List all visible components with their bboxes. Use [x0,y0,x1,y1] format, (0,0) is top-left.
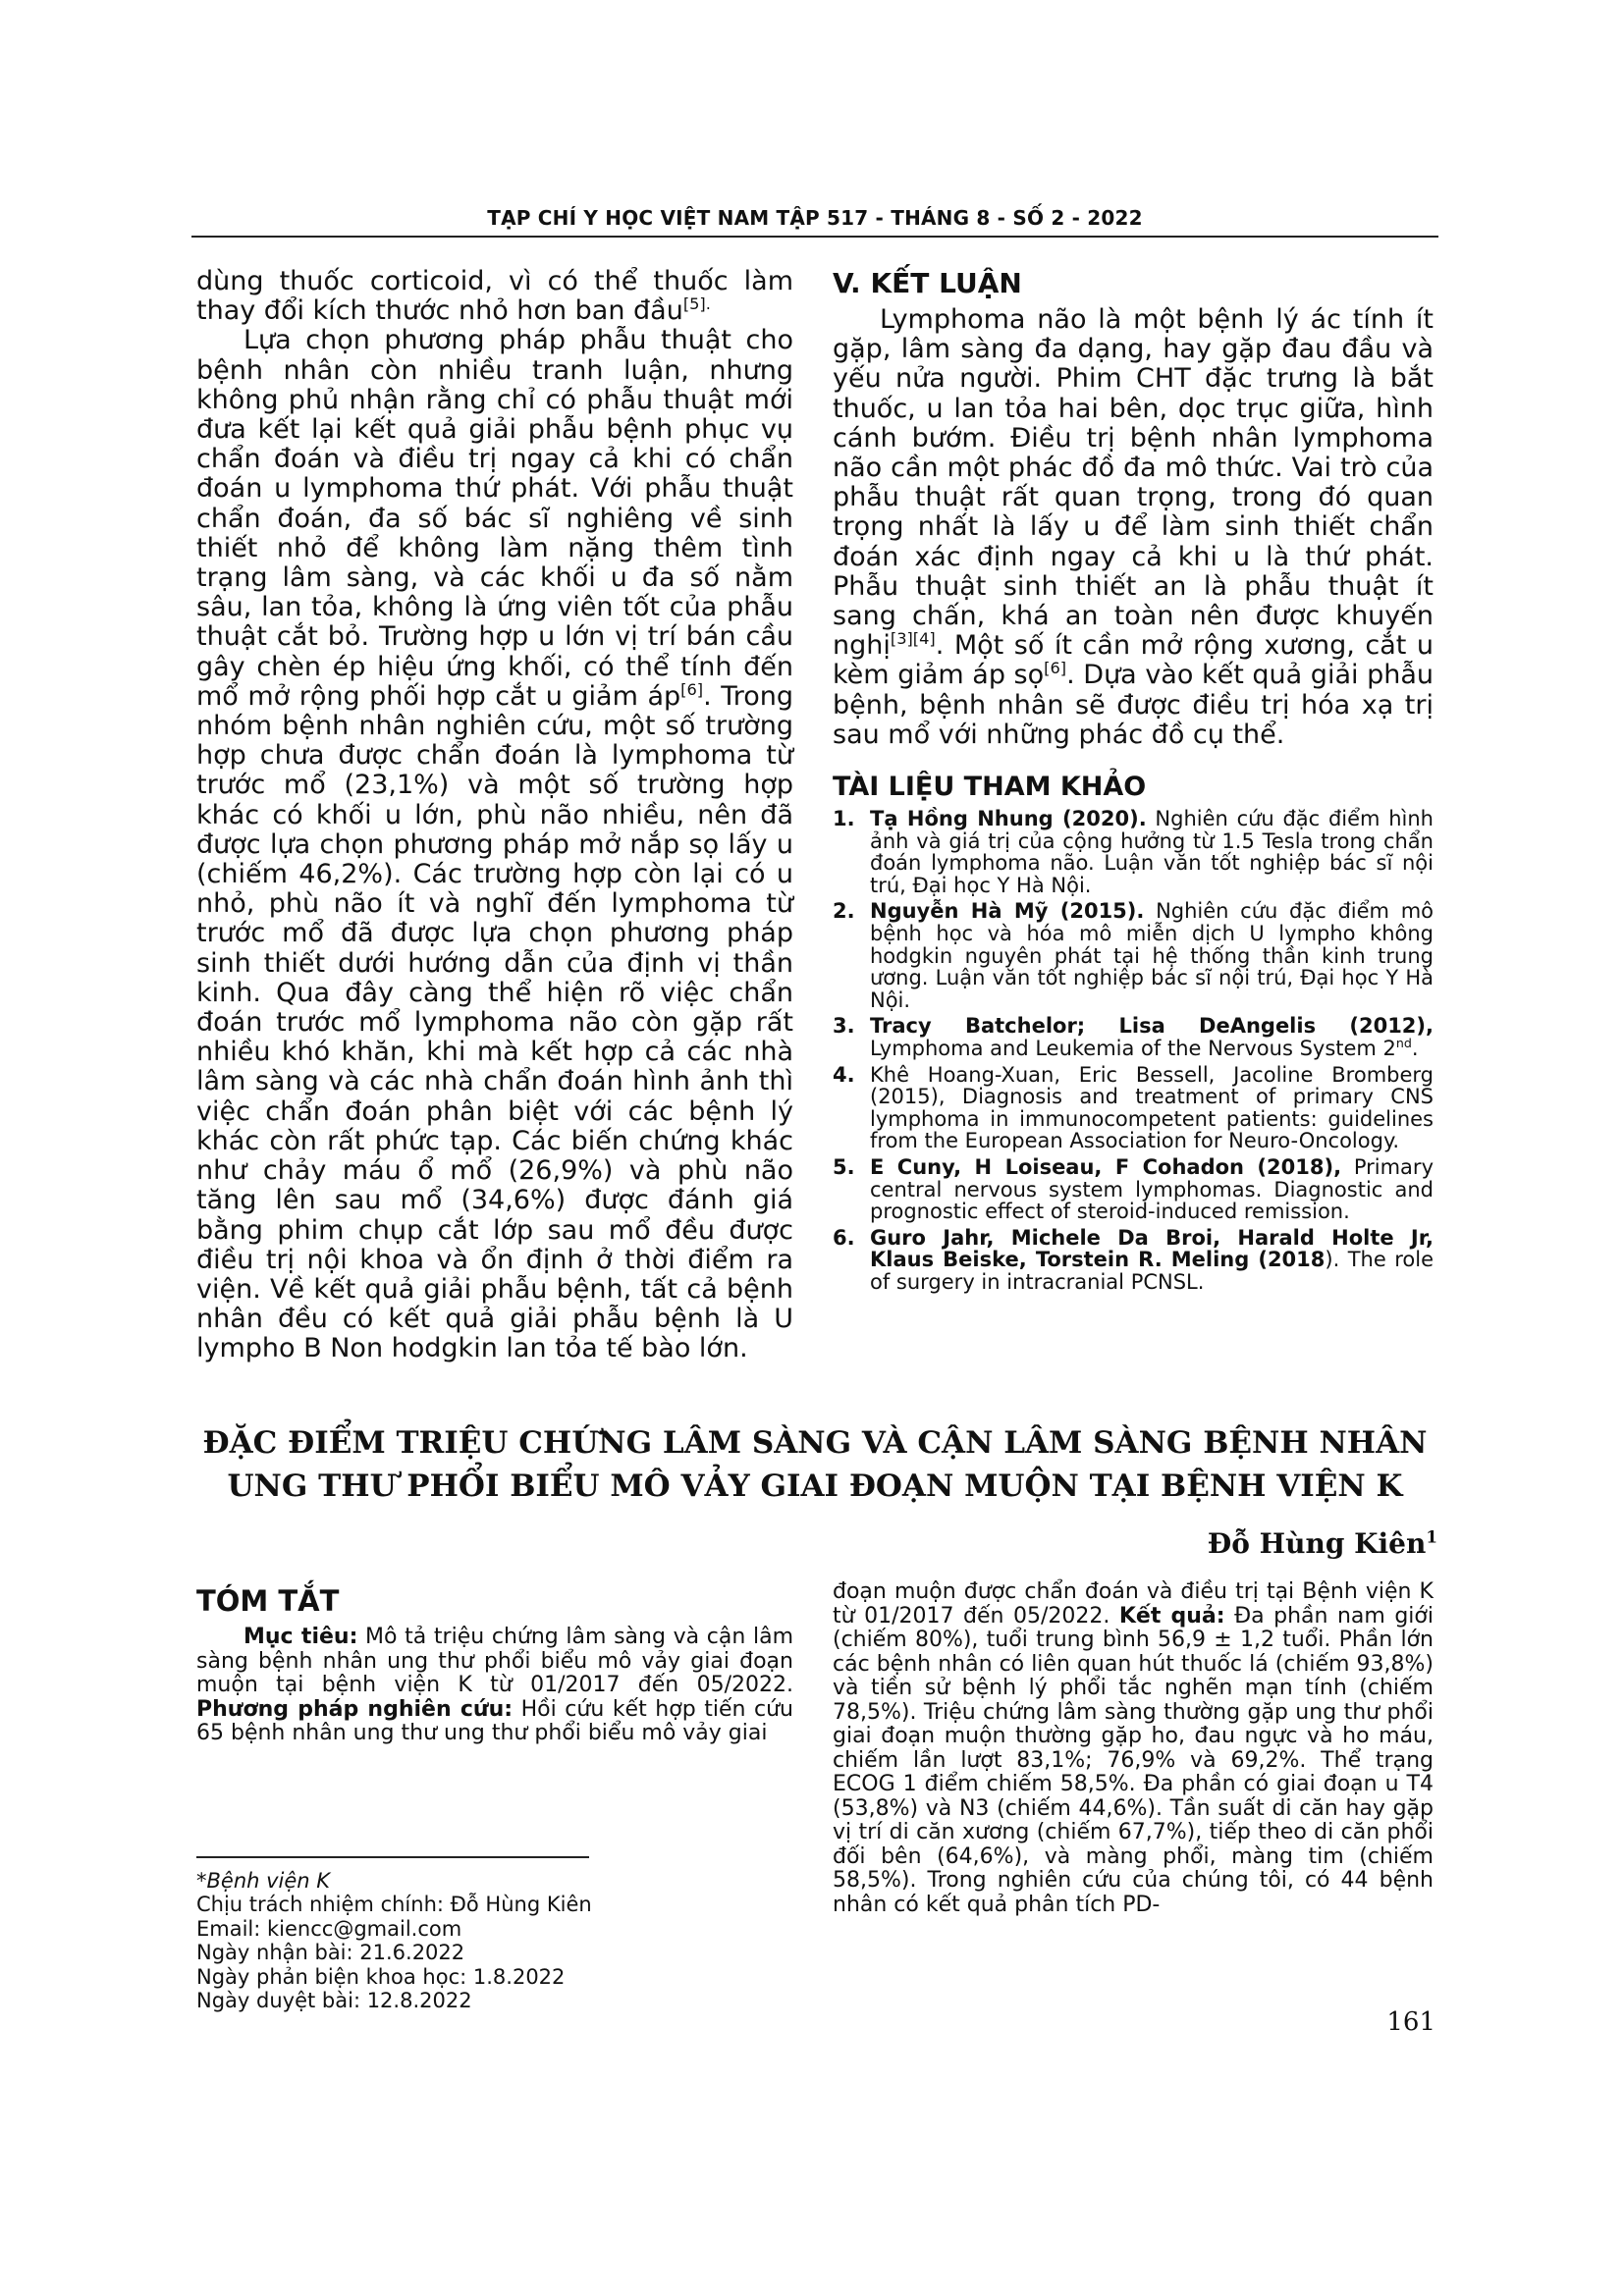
abstract-paragraph-continued: đoạn muộn được chẩn đoán và điều trị tại Bệnh viện K từ 01/2017 đến 05/2022. Kết quả: Đa phần nam giới (chiếm 80%), tuổi trung bình 56,9 ± 1,2 tuổi. Phần lớn các bệnh nhân có liên quan hút thuốc lá (chiếm 93,8%) và tiền sử bệnh lý phổi tắc nghẽn mạn tính (chiếm 78,5%). Triệu chứng lâm sàng thường gặp ung thư phổi giai đoạn muộn thường gặp ho, đau ngực và ho máu, chiếm lần lượt 83,1%; 76,9% và 69,2%. Thể trạng ECOG 1 điểm chiếm 58,5%. Đa phần có giai đoạn u T4 (53,8%) và N3 (chiếm 44,6%). Tần suất di căn hay gặp vị trí di căn xương (chiếm 67,7%), tiếp theo di căn phổi đối bên (64,6%), và màng phổi, màng tim (chiếm 58,5%). Trong nghiên cứu của chúng tôi, có 44 bệnh nhân có kết quả phân tích PD- [833,1579,1434,1917]
discussion-paragraph-2: Lựa chọn phương pháp phẫu thuật cho bệnh nhân còn nhiều tranh luận, nhưng không phủ nhận rằng chỉ có phẫu thuật mới đưa kết lại kết quả giải phẫu bệnh phục vụ chẩn đoán và điều trị ngay cả khi có chẩn đoán u lymphoma thứ phát. Với phẫu thuật chẩn đoán, đa số bác sĩ nghiêng về sinh thiết nhỏ để không làm nặng thêm tình trạng lâm sàng, và các khối u đa số nằm sâu, lan tỏa, không là ứng viên tốt của phẫu thuật cắt bỏ. Trường hợp u lớn vị trí bán cầu gây chèn ép hiệu ứng khối, có thể tính đến mổ mở rộng phối hợp cắt u giảm áp[6]. Trong nhóm bệnh nhân nghiên cứu, một số trường hợp chưa được chẩn đoán là lymphoma từ trước mổ (23,1%) và một số trường hợp khác có khối u lớn, phù não nhiều, nên đã được lựa chọn phương pháp mở nắp sọ lấy u (chiếm 46,2%). Các trường hợp còn lại có u nhỏ, phù não ít và nghĩ đến lymphoma từ trước mổ đã được lựa chọn phương pháp sinh thiết dưới hướng dẫn của định vị thần kinh. Qua đây càng thể hiện rõ việc chẩn đoán trước mổ lymphoma não còn gặp rất nhiều khó khăn, khi mà kết hợp cả các nhà lâm sàng và các nhà chẩn đoán hình ảnh thì việc chẩn đoán phân biệt với các bệnh lý khác còn rất phức tạp. Các biến chứng khác như chảy máu ổ mổ (26,9%) và phù não tăng lên sau mổ (34,6%) được đánh giá bằng phim chụp cắt lớp sau mổ đều được điều trị nội khoa và ổn định ở thời điểm ra viện. Về kết quả giải phẫu bệnh, tất cả bệnh nhân đều có kết quả giải phẫu bệnh là U lympho B Non hodgkin lan tỏa tế bào lớn. [196,325,794,1364]
left-column-discussion [196,267,793,1364]
reference-item: 5. E Cuny, H Loiseau, F Cohadon (2018), Primary central nervous system lymphomas. Diagnostic and prognostic effect of steroid-induced remission. [833,1154,1434,1224]
page-number: 161 [1386,2007,1435,2037]
footnote-rule [196,1856,589,1858]
reference-item: 2. Nguyễn Hà Mỹ (2015). Nghiên cứu đặc điểm mô bệnh học và hóa mô miễn dịch U lympho không hodgkin nguyên phát tại hệ thống thần kinh trung ương. Luận văn tốt nghiệp bác sĩ nội trú, Đại học Y Hà Nội. [833,899,1434,1012]
footnotes [196,1869,785,2012]
abstract-right-column [833,1580,1434,1917]
reference-item: 1. Tạ Hồng Nhung (2020). Nghiên cứu đặc điểm hình ảnh và giá trị của cộng hưởng từ 1.5 Tesla trong chẩn đoán lymphoma não. Luận văn tốt nghiệp bác sĩ nội trú, Đại học Y Hà Nội. [833,807,1434,897]
citation-5: [5]. [682,294,711,314]
discussion-paragraph-1: dùng thuốc corticoid, vì có thể thuốc làm thay đổi kích thước nhỏ hơn ban đầu$^{[5].}$ [196,266,793,327]
conclusion-heading: V. KẾT LUẬN [833,267,1022,299]
right-column-conclusion [833,267,1434,1298]
review-date: Ngày phản biện khoa học: 1.8.2022 [196,1964,566,1989]
citation-6: [6] [680,679,704,699]
received-date: Ngày nhận bài: 21.6.2022 [196,1941,465,1965]
running-header: TẠP CHÍ Y HỌC VIỆT NAM TẬP 517 - THÁNG 8 - SỐ 2 - 2022 [487,206,1143,230]
header-rule [191,236,1438,238]
email: Email: kiencc@gmail.com [196,1916,462,1941]
reference-list [833,808,1434,1293]
reference-item: 4. Khê Hoang-Xuan, Eric Bessell, Jacoline Bromberg (2015), Diagnosis and treatment of primary CNS lymphoma in immunocompetent patients: guidelines from the European Association for Neuro-Oncology. [833,1062,1434,1153]
article-title: ĐẶC ĐIỂM TRIỆU CHỨNG LÂM SÀNG VÀ CẬN LÂM SÀNG BỆNH NHÂN UNG THƯ PHỔI BIỂU MÔ VẢY GIAI ĐOẠN MUỘN TẠI BỆNH VIỆN K [202,1425,1428,1504]
references-heading: TÀI LIỆU THAM KHẢO [833,772,1147,803]
article-author: Đỗ Hùng Kiên$^1$ [1207,1526,1437,1560]
abstract-heading: TÓM TẮT [196,1584,340,1618]
reference-item: 3. Tracy Batchelor; Lisa DeAngelis (2012), Lymphoma and Leukemia of the Nervous System 2nd. [833,1014,1434,1060]
accepted-date: Ngày duyệt bài: 12.8.2022 [196,1989,472,2013]
abstract-paragraph: Mục tiêu: Mô tả triệu chứng lâm sàng và cận lâm sàng bệnh nhân ung thư phổi biểu mô vảy giai đoạn muộn tại bệnh viện K từ 01/2017 đến 05/2022. Phương pháp nghiên cứu: Hồi cứu kết hợp tiến cứu 65 bệnh nhân ung thư ung thư phổi biểu mô vảy giai [196,1625,793,1745]
conclusion-paragraph: Lymphoma não là một bệnh lý ác tính ít gặp, lâm sàng đa dạng, hay gặp đau đầu và yếu nửa người. Phim CHT đặc trưng là bắt thuốc, u lan tỏa hai bên, dọc trục giữa, hình cánh bướm. Điều trị bệnh nhân lymphoma não cần một phác đồ đa mô thức. Vai trò của phẫu thuật rất quan trọng, trong đó quan trọng nhất là lấy u để làm sinh thiết chẩn đoán xác định ngay cả khi u là thứ phát. Phẫu thuật sinh thiết an là phẫu thuật ít sang chấn, khá an toàn nên được khuyến nghị[3][4]. Một số ít cần mở rộng xương, cắt u kèm giảm áp sọ[6]. Dựa vào kết quả giải phẫu bệnh, bệnh nhân sẽ được điều trị hóa xạ trị sau mổ với những phác đồ cụ thể. [833,304,1435,750]
reference-item: 6. Guro Jahr, Michele Da Broi, Harald Holte Jr, Klaus Beiske, Torstein R. Meling (2018). The role of surgery in intracranial PCNSL. [833,1225,1434,1294]
abstract-left-column [196,1584,793,1746]
affiliation: *Bệnh viện K [196,1869,331,1893]
responsible-author: Chịu trách nhiệm chính: Đỗ Hùng Kiên [196,1893,592,1917]
